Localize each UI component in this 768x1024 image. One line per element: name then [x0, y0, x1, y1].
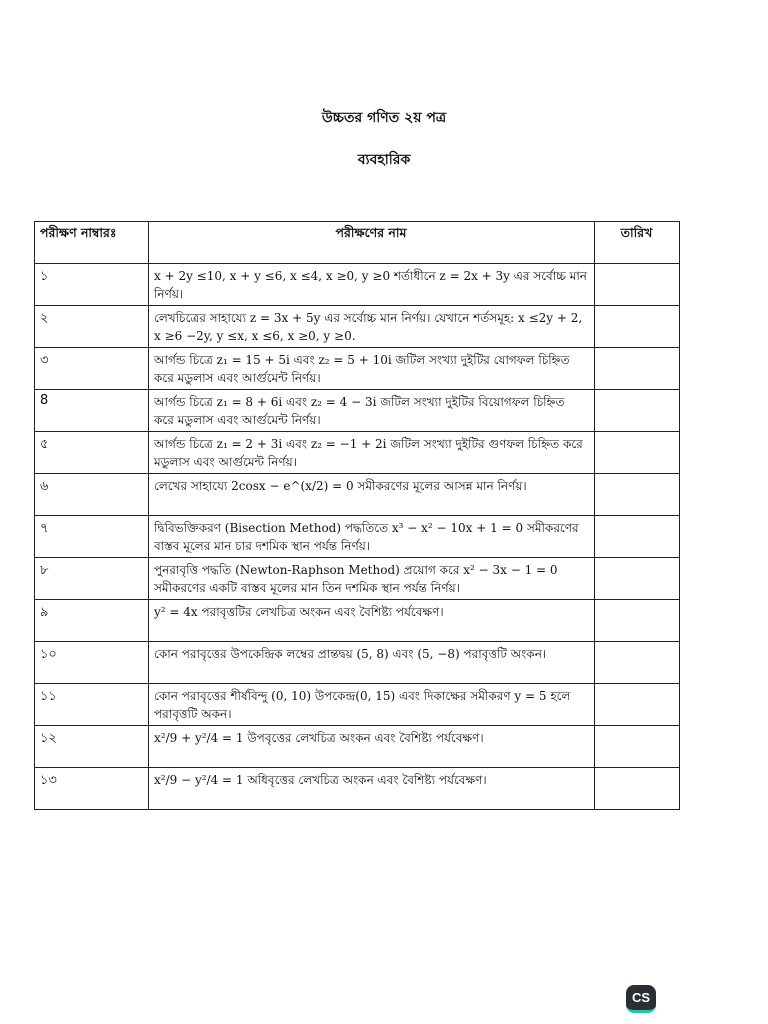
table-row [35, 684, 680, 726]
experiment-name: x²/9 − y²/4 = 1 অধিবৃত্তের লেখচিত্র অংকন এবং বৈশিষ্ট্য পর্যবেক্ষণ। [149, 768, 595, 810]
camscanner-logo-label: CS [631, 990, 651, 1005]
experiment-number: ১২ [35, 726, 149, 768]
experiment-date [595, 726, 680, 768]
experiment-number: ৫ [35, 432, 149, 474]
table-row [35, 600, 680, 642]
header-date: তারিখ [595, 222, 680, 264]
table-row [35, 474, 680, 516]
camscanner-logo-icon [626, 985, 656, 1013]
experiment-name: কোন পরাবৃত্তের উপকেন্দ্রিক লম্বের প্রান্তদ্বয় (5, 8) এবং (5, −8) পরাবৃত্তটি অংকন। [149, 642, 595, 684]
experiment-number: ২ [35, 306, 149, 348]
experiment-name: কোন পরাবৃত্তের শীর্ষবিন্দু (0, 10) উপকেন্দ্র(0, 15) এবং দিকাক্ষের সমীকরণ y = 5 হলে পরাবৃত্তটি অকন। [149, 684, 595, 726]
experiment-date [595, 348, 680, 390]
table-row [35, 558, 680, 600]
experiment-table [34, 221, 680, 810]
experiment-name: আর্গন্ড চিত্রে z₁ = 2 + 3i এবং z₂ = −1 + 2i জটিল সংখ্যা দুইটির গুণফল চিহ্নিত করে মডুলাস এবং আর্গুমেন্ট নির্ণয়। [149, 432, 595, 474]
experiment-name: আর্গন্ড চিত্রে z₁ = 8 + 6i এবং z₂ = 4 − 3i জটিল সংখ্যা দুইটির বিয়োগফল চিহ্নিত করে মডুলাস এবং আর্গুমেন্ট নির্ণয়। [149, 390, 595, 432]
experiment-number: ৭ [35, 516, 149, 558]
experiment-name: x + 2y ≤10, x + y ≤6, x ≤4, x ≥0, y ≥0 শর্তাধীনে z = 2x + 3y এর সর্বোচ্চ মান নির্ণয়। [149, 264, 595, 306]
table-body [35, 264, 680, 810]
table-row [35, 348, 680, 390]
page-title: উচ্চতর গণিত ২য় পত্র [321, 110, 447, 126]
table-row [35, 642, 680, 684]
experiment-date [595, 558, 680, 600]
experiment-date [595, 516, 680, 558]
table-row [35, 516, 680, 558]
table-header-row [35, 222, 680, 264]
table-row [35, 726, 680, 768]
experiment-date [595, 474, 680, 516]
experiment-name: পুনরাবৃত্তি পদ্ধতি (Newton-Raphson Method) প্রয়োগ করে x² − 3x − 1 = 0 সমীকরণের একটি বাস্তব মূলের মান তিন দশমিক স্থান পর্যন্ত নির্ণয়। [149, 558, 595, 600]
table-row [35, 306, 680, 348]
experiment-date [595, 390, 680, 432]
experiment-number: ৮ [35, 558, 149, 600]
experiment-number: ৯ [35, 600, 149, 642]
header-experiment-name: পরীক্ষণের নাম [149, 222, 595, 264]
experiment-date [595, 642, 680, 684]
table-row [35, 390, 680, 432]
experiment-number: ৩ [35, 348, 149, 390]
experiment-number: ১ [35, 264, 149, 306]
experiment-date [595, 768, 680, 810]
experiment-name: দ্বিবিভক্তিকরণ (Bisection Method) পদ্ধতিতে x³ − x² − 10x + 1 = 0 সমীকরণের বাস্তব মূলের মান চার দশমিক স্থান পর্যন্ত নির্ণয়। [149, 516, 595, 558]
experiment-name: লেখচিত্রের সাহায্যে z = 3x + 5y এর সর্বোচ্চ মান নির্ণয়। যেখানে শর্তসমূহ: x ≤2y + 2, x ≥6 −2y, y ≤x, x ≤6, x ≥0, y ≥0. [149, 306, 595, 348]
experiment-number: ১৩ [35, 768, 149, 810]
experiment-date [595, 600, 680, 642]
table-row [35, 768, 680, 810]
header-experiment-number: পরীক্ষণ নাম্বারঃ [35, 222, 149, 264]
experiment-number: 8 [35, 390, 149, 432]
experiment-date [595, 432, 680, 474]
page-subtitle: ব্যবহারিক [357, 152, 411, 168]
experiment-name: লেখের সাহায্যে 2cosx − e^(x/2) = 0 সমীকরণের মূলের আসন্ন মান নির্ণয়। [149, 474, 595, 516]
experiment-number: ৬ [35, 474, 149, 516]
experiment-name: x²/9 + y²/4 = 1 উপবৃত্তের লেখচিত্র অংকন এবং বৈশিষ্ট্য পর্যবেক্ষণ। [149, 726, 595, 768]
experiment-name: y² = 4x পরাবৃত্তটির লেখচিত্র অংকন এবং বৈশিষ্ট্য পর্যবেক্ষণ। [149, 600, 595, 642]
experiment-number: ১০ [35, 642, 149, 684]
experiment-date [595, 684, 680, 726]
table-row [35, 264, 680, 306]
experiment-date [595, 306, 680, 348]
experiment-name: আর্গন্ড চিত্রে z₁ = 15 + 5i এবং z₂ = 5 + 10i জটিল সংখ্যা দুইটির যোগফল চিহ্নিত করে মডুলাস এবং আর্গুমেন্ট নির্ণয়। [149, 348, 595, 390]
table-row [35, 432, 680, 474]
experiment-number: ১১ [35, 684, 149, 726]
experiment-date [595, 264, 680, 306]
